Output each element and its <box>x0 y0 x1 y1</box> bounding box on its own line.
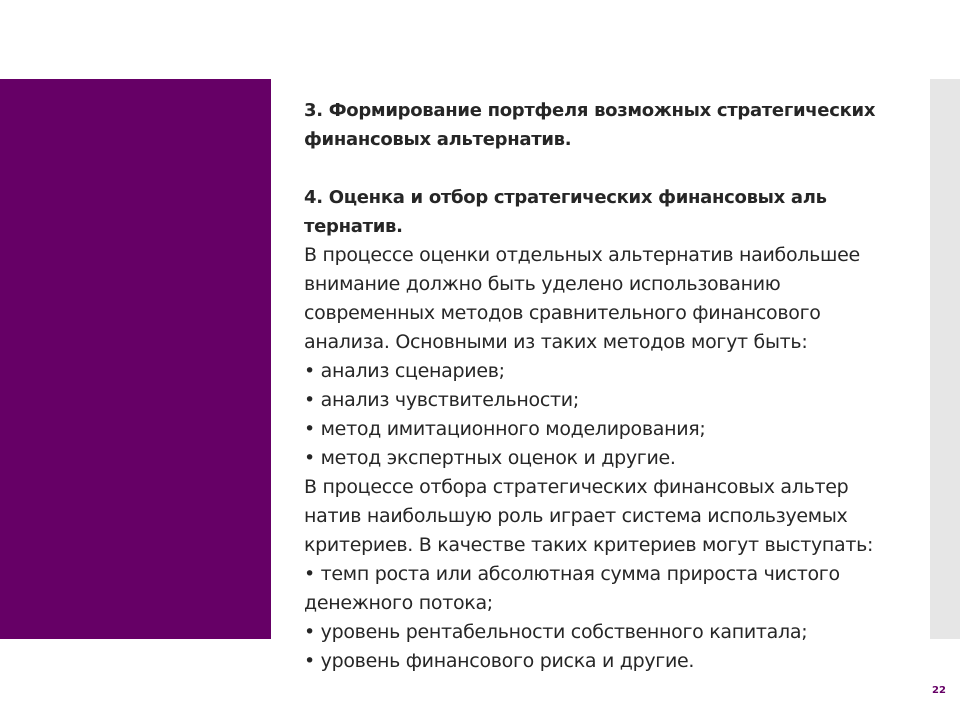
bullet-item: • уровень финансового риска и другие. <box>304 650 695 672</box>
body-text-line: современных методов сравнительного финансового <box>304 302 821 324</box>
purple-side-block <box>0 79 271 639</box>
bullet-item: • метод имитационного моделирования; <box>304 418 706 440</box>
bullet-item: • темп роста или абсолютная сумма прироста чистого <box>304 563 840 585</box>
section-spacer <box>304 154 904 183</box>
bullet-item: • метод экспертных оценок и другие. <box>304 447 676 469</box>
body-text-line: В процессе отбора стратегических финансовых альтер <box>304 476 849 498</box>
bullet-item-continuation: денежного потока; <box>304 592 493 614</box>
heading-3-line-2: финансовых альтернатив. <box>304 129 572 150</box>
slide-content <box>304 96 904 676</box>
body-text-line: анализа. Основными из таких методов могут быть: <box>304 331 808 353</box>
body-text-line: критериев. В качестве таких критериев могут выступать: <box>304 534 874 556</box>
page-number: 22 <box>932 685 946 696</box>
heading-3-line-1: 3. Формирование портфеля возможных стратегических <box>304 100 876 121</box>
heading-4-line-2: тернатив. <box>304 216 403 237</box>
body-text-line: В процессе оценки отдельных альтернатив наибольшее <box>304 244 860 266</box>
bullet-item: • уровень рентабельности собственного капитала; <box>304 621 808 643</box>
bullet-item: • анализ чувствительности; <box>304 389 579 411</box>
bullet-item: • анализ сценариев; <box>304 360 505 382</box>
body-text-line: внимание должно быть уделено использованию <box>304 273 781 295</box>
body-text-line: натив наибольшую роль играет система используемых <box>304 505 848 527</box>
gray-side-strip <box>930 79 960 639</box>
heading-4-line-1: 4. Оценка и отбор стратегических финансовых аль <box>304 187 827 208</box>
